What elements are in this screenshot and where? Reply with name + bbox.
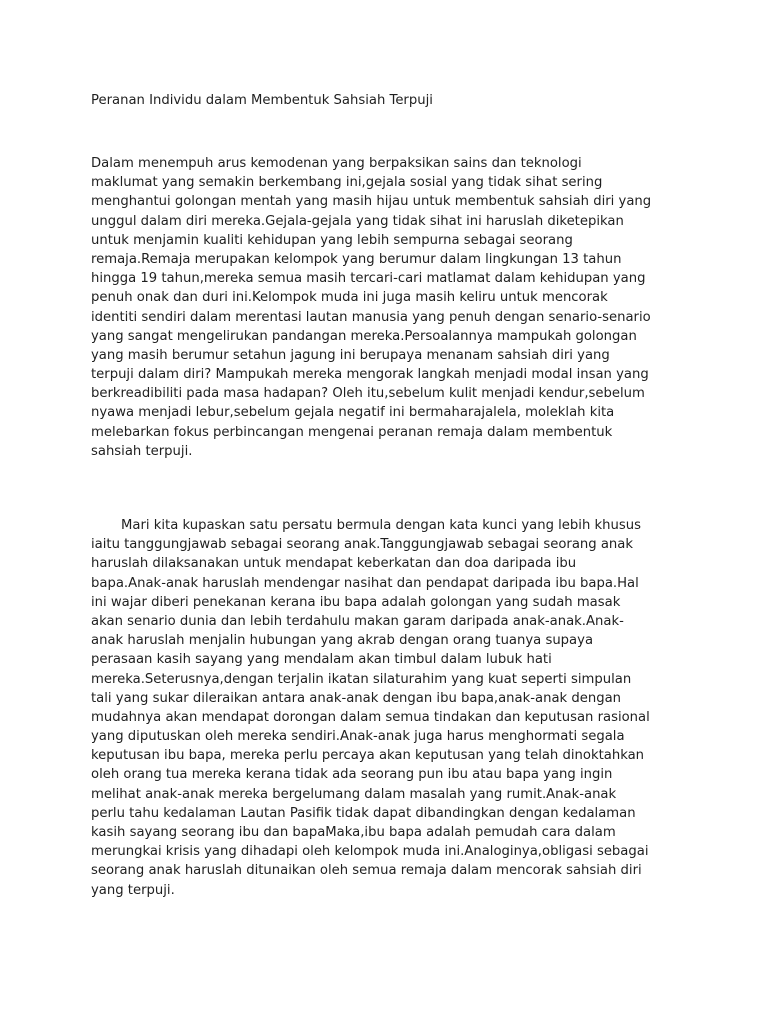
text-line: anak haruslah menjalin hubungan yang akrab dengan orang tuanya supaya (91, 633, 594, 649)
text-line: tali yang sukar dileraikan antara anak-anak dengan ibu bapa,anak-anak dengan (91, 690, 622, 706)
text-line: menghantui golongan mentah yang masih hijau untuk membentuk sahsiah diri yang (91, 194, 652, 210)
text-line: penuh onak dan duri ini.Kelompok muda ini juga masih keliru untuk mencorak (91, 290, 608, 306)
text-line: merungkai krisis yang dihadapi oleh kelompok muda ini.Analoginya,obligasi sebagai (91, 844, 649, 860)
text-line: yang terpuji. (91, 882, 175, 898)
text-line: remaja.Remaja merupakan kelompok yang berumur dalam lingkungan 13 tahun (91, 251, 622, 267)
text-line: haruslah dilaksanakan untuk mendapat keberkatan dan doa daripada ibu (91, 556, 577, 572)
text-line: kasih sayang seorang ibu dan bapaMaka,ibu bapa adalah pemudah cara dalam (91, 825, 616, 840)
text-line: iaitu tanggungjawab sebagai seorang anak.Tanggungjawab sebagai seorang anak (91, 537, 634, 553)
text-line: akan senario dunia dan lebih terdahulu makan garam daripada anak-anak.Anak- (91, 613, 624, 629)
text-line: nyawa menjadi lebur,sebelum gejala negatif ini bermaharajalela, moleklah kita (91, 405, 615, 421)
text-line: perlu tahu kedalaman Lautan Pasifik tidak dapat dibandingkan dengan kedalaman (91, 805, 636, 821)
text-line: Mari kita kupaskan satu persatu bermula dengan kata kunci yang lebih khusus (121, 518, 641, 533)
paragraph-intro (91, 154, 691, 461)
text-line: berkreadibiliti pada masa hadapan? Oleh itu,sebelum kulit menjadi kendur,sebelum (91, 386, 645, 402)
text-line: melihat anak-anak mereka bergelumang dalam masalah yang rumit.Anak-anak (91, 786, 617, 802)
text-line: mudahnya akan mendapat dorongan dalam semua tindakan dan keputusan rasional (91, 709, 650, 725)
text-line: Dalam menempuh arus kemodenan yang berpaksikan sains dan teknologi (91, 156, 582, 171)
paragraph-body (91, 516, 691, 900)
text-line: keputusan ibu bapa, mereka perlu percaya akan keputusan yang telah dinoktahkan (91, 748, 645, 764)
text-line: mereka.Seterusnya,dengan terjalin ikatan silaturahim yang kuat seperti simpulan (91, 671, 632, 687)
text-line: identiti sendiri dalam merentasi lautan manusia yang penuh dengan senario-senario (91, 309, 651, 325)
text-line: maklumat yang semakin berkembang ini,gejala sosial yang tidak sihat sering (91, 175, 603, 191)
text-line: terpuji dalam diri? Mampukah mereka mengorak langkah menjadi modal insan yang (91, 367, 649, 383)
text-line: sahsiah terpuji. (91, 443, 193, 459)
text-line: yang sangat mengelirukan pandangan mereka.Persoalannya mampukah golongan (91, 328, 637, 344)
text-line: seorang anak haruslah ditunaikan oleh semua remaja dalam mencorak sahsiah diri (91, 863, 642, 879)
text-line: melebarkan fokus perbincangan mengenai peranan remaja dalam membentuk (91, 424, 613, 440)
text-line: hingga 19 tahun,mereka semua masih tercari-cari matlamat dalam kehidupan yang (91, 271, 646, 287)
text-line: yang diputuskan oleh mereka sendiri.Anak-anak juga harus menghormati segala (91, 729, 625, 745)
text-line: ini wajar diberi penekanan kerana ibu bapa adalah golongan yang sudah masak (91, 594, 621, 610)
text-line: perasaan kasih sayang yang mendalam akan timbul dalam lubuk hati (91, 652, 552, 668)
text-line: oleh orang tua mereka kerana tidak ada seorang pun ibu atau bapa yang ingin (91, 767, 613, 783)
text-line: unggul dalam diri mereka.Gejala-gejala yang tidak sihat ini haruslah diketepikan (91, 213, 624, 229)
document-title: Peranan Individu dalam Membentuk Sahsiah Terpuji (91, 93, 433, 108)
text-line: untuk menjamin kualiti kehidupan yang lebih sempurna sebagai seorang (91, 232, 573, 248)
text-line: yang masih berumur setahun jagung ini berupaya menanam sahsiah diri yang (91, 347, 610, 363)
text-line: bapa.Anak-anak haruslah mendengar nasihat dan pendapat daripada ibu bapa.Hal (91, 575, 639, 591)
